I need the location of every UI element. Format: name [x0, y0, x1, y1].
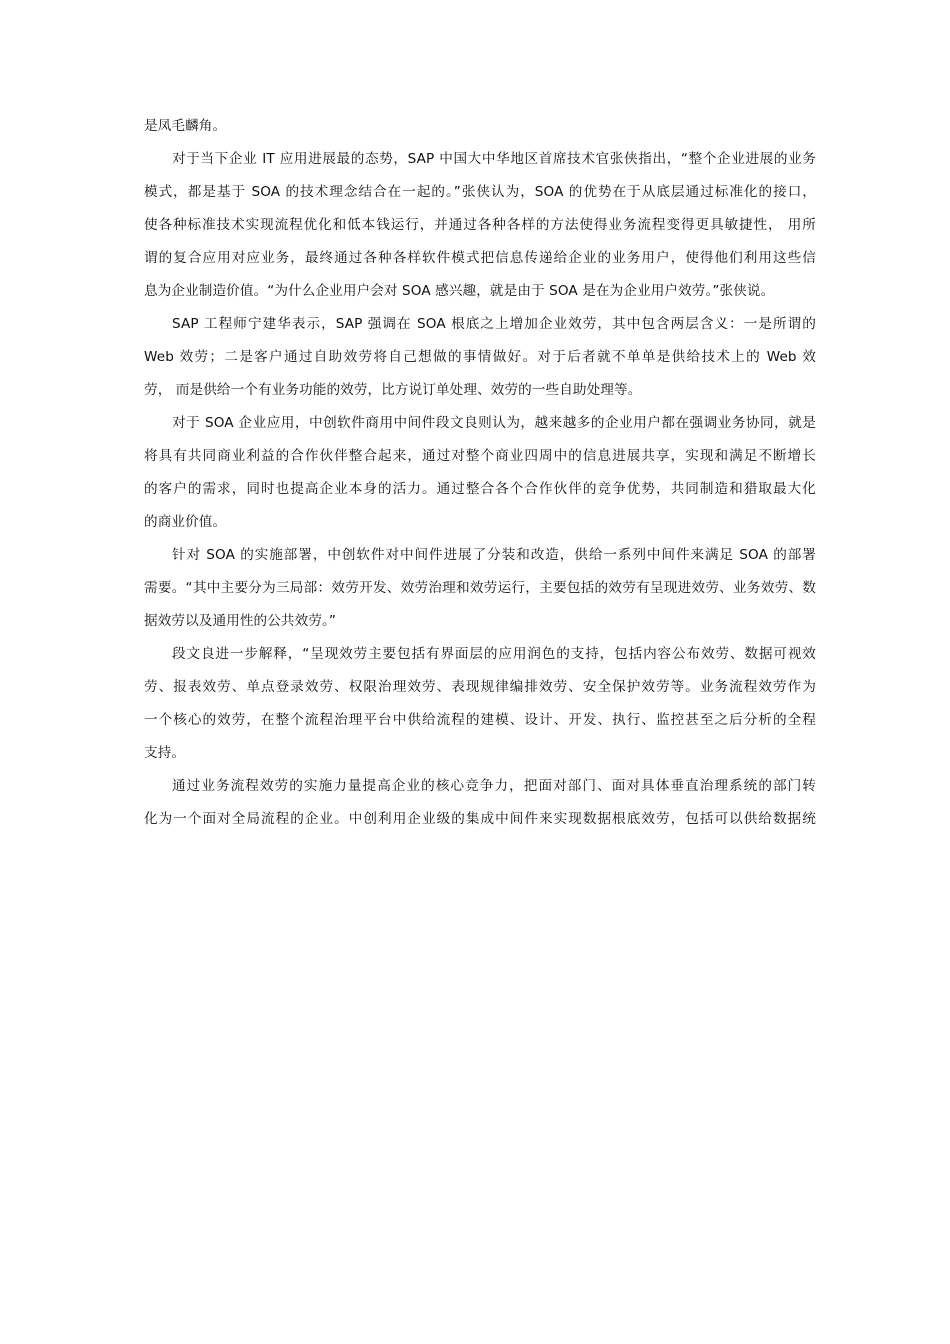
paragraph — [144, 638, 816, 770]
text-line: 化为一个面对全局流程的企业。中创利用企业级的集成中间件来实现数据根底效劳，包括可以供给数据统 — [144, 811, 816, 827]
text-line: 对于 SOA 企业应用，中创软件商用中间件段文良则认为，越来越多的企业用户都在强调业务协同，就是 — [172, 415, 816, 431]
text-line: 劳， 而是供给一个有业务功能的效劳，比方说订单处理、效劳的一些自助处理等。 — [144, 382, 642, 398]
text-line: 劳、报表效劳、单点登录效劳、权限治理效劳、表现规律编排效劳、安全保护效劳等。业务流程效劳作为 — [144, 679, 816, 695]
text-line: SAP 工程师宁建华表示，SAP 强调在 SOA 根底之上增加企业效劳，其中包含两层含义：一是所谓的 — [172, 316, 816, 332]
text-line: 使各种标准技术实现流程优化和低本钱运行，并通过各种各样的方法使得业务流程变得更具敏捷性， 用所 — [144, 217, 816, 233]
paragraph — [144, 539, 816, 638]
text-line: 据效劳以及通用性的公共效劳。” — [144, 613, 337, 629]
text-line: 谓的复合应用对应业务，最终通过各种各样软件模式把信息传递给企业的业务用户，使得他们利用这些信 — [144, 250, 816, 266]
text-line: 一个核心的效劳，在整个流程治理平台中供给流程的建模、设计、开发、执行、监控甚至之后分析的全程 — [144, 712, 816, 728]
paragraph — [144, 308, 816, 407]
text-line: 的商业价值。 — [144, 514, 227, 530]
text-line: Web 效劳；二是客户通过自助效劳将自己想做的事情做好。对于后者就不单单是供给技术上的 Web 效 — [144, 349, 816, 365]
text-line: 对于当下企业 IT 应用进展最的态势，SAP 中国大中华地区首席技术官张侠指出，“整个企业进展的业务 — [172, 151, 816, 167]
text-line: 将具有共同商业利益的合作伙伴整合起来，通过对整个商业四周中的信息进展共享，实现和满足不断增长 — [144, 448, 816, 464]
text-line: 模式，都是基于 SOA 的技术理念结合在一起的。”张侠认为，SOA 的优势在于从底层通过标准化的接口， — [144, 184, 816, 200]
paragraph — [144, 407, 816, 539]
paragraph — [144, 110, 816, 143]
text-line: 需要。“其中主要分为三局部：效劳开发、效劳治理和效劳运行，主要包括的效劳有呈现进效劳、业务效劳、数 — [144, 580, 816, 596]
paragraph — [144, 143, 816, 308]
text-line: 通过业务流程效劳的实施力量提高企业的核心竞争力，把面对部门、面对具体垂直治理系统的部门转 — [172, 778, 816, 794]
text-line: 支持。 — [144, 745, 186, 761]
text-line: 段文良进一步解释，“呈现效劳主要包括有界面层的应用润色的支持，包括内容公布效劳、数据可视效 — [172, 646, 816, 662]
paragraph — [144, 770, 816, 836]
text-line: 的客户的需求，同时也提高企业本身的活力。通过整合各个合作伙伴的竞争优势，共同制造和猎取最大化 — [144, 481, 816, 497]
text-line: 是凤毛麟角。 — [144, 118, 227, 134]
text-line: 息为企业制造价值。“为什么企业用户会对 SOA 感兴趣，就是由于 SOA 是在为企业用户效劳。”张侠说。 — [144, 283, 775, 299]
text-line: 针对 SOA 的实施部署，中创软件对中间件进展了分装和改造，供给一系列中间件来满足 SOA 的部署 — [172, 547, 816, 563]
document-body — [144, 110, 816, 836]
